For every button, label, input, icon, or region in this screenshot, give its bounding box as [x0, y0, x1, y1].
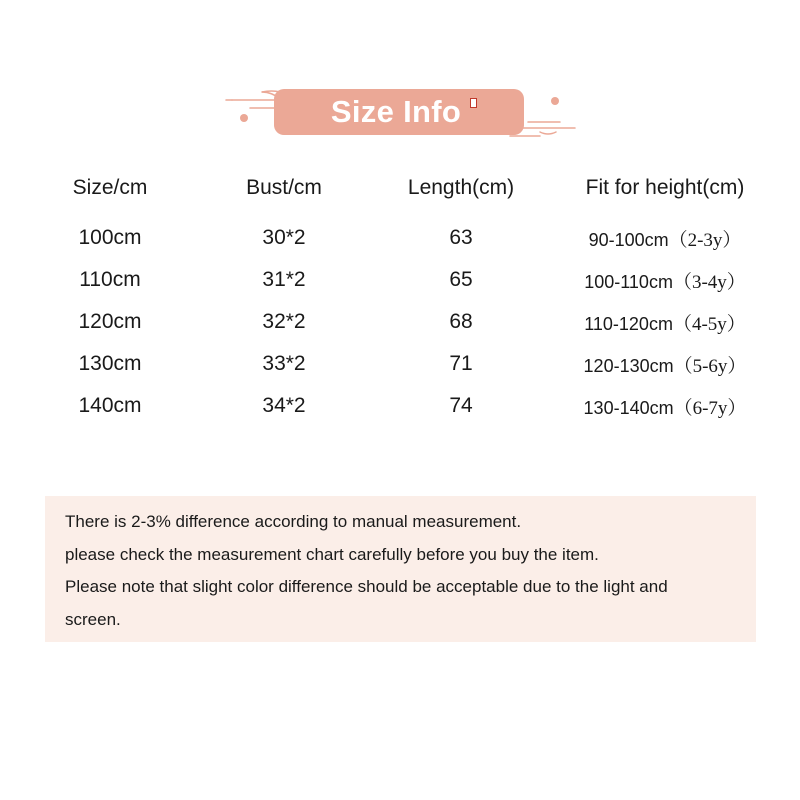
fit-age-range: （5-6y）	[673, 356, 747, 377]
header-length: Length(cm)	[407, 176, 515, 199]
fit-height-cell	[540, 267, 790, 294]
fit-age-range: （6-7y）	[673, 398, 747, 419]
fit-height-cell	[540, 309, 790, 336]
fit-height-range: 120-130cm	[583, 356, 674, 376]
size-info-banner	[274, 89, 524, 135]
fit-height-range: 110-120cm	[584, 314, 673, 334]
size-cell: 120cm	[78, 310, 142, 333]
note-line: Please note that slight color difference should be acceptable due to the light and	[65, 577, 668, 596]
fit-height-range: 90-100cm	[588, 230, 669, 250]
bust-cell: 34*2	[262, 394, 306, 417]
fit-age-range: （4-5y）	[672, 314, 746, 335]
length-cell: 71	[449, 352, 473, 375]
note-line: There is 2-3% difference according to manual measurement.	[65, 512, 522, 531]
bust-cell: 33*2	[262, 352, 306, 375]
fit-height-cell	[540, 225, 790, 252]
header-bust: Bust/cm	[246, 176, 322, 199]
fit-height-cell	[540, 351, 790, 378]
missing-glyph-icon	[470, 98, 477, 108]
note-line: please check the measurement chart carefully before you buy the item.	[65, 544, 599, 564]
fit-age-range: （3-4y）	[672, 272, 746, 293]
size-cell: 140cm	[78, 394, 142, 417]
bust-cell: 30*2	[262, 226, 306, 249]
size-cell: 110cm	[79, 268, 141, 291]
size-cell: 130cm	[78, 352, 142, 375]
fit-height-cell	[540, 393, 790, 420]
measurement-note	[45, 496, 756, 642]
note-line: screen.	[65, 609, 121, 629]
header-size: Size/cm	[72, 176, 148, 199]
length-cell: 63	[449, 226, 473, 249]
banner-title: Size Info	[330, 94, 462, 129]
fit-age-range: （2-3y）	[668, 230, 742, 251]
banner-decoration	[0, 0, 800, 160]
length-cell: 74	[449, 394, 473, 417]
length-cell: 68	[449, 310, 473, 333]
size-cell: 100cm	[78, 226, 142, 249]
fit-height-range: 100-110cm	[584, 272, 673, 292]
fit-height-range: 130-140cm	[583, 398, 674, 418]
bust-cell: 31*2	[262, 268, 306, 291]
length-cell: 65	[449, 268, 473, 291]
header-fit-height: Fit for height(cm)	[585, 176, 745, 199]
bust-cell: 32*2	[262, 310, 306, 333]
